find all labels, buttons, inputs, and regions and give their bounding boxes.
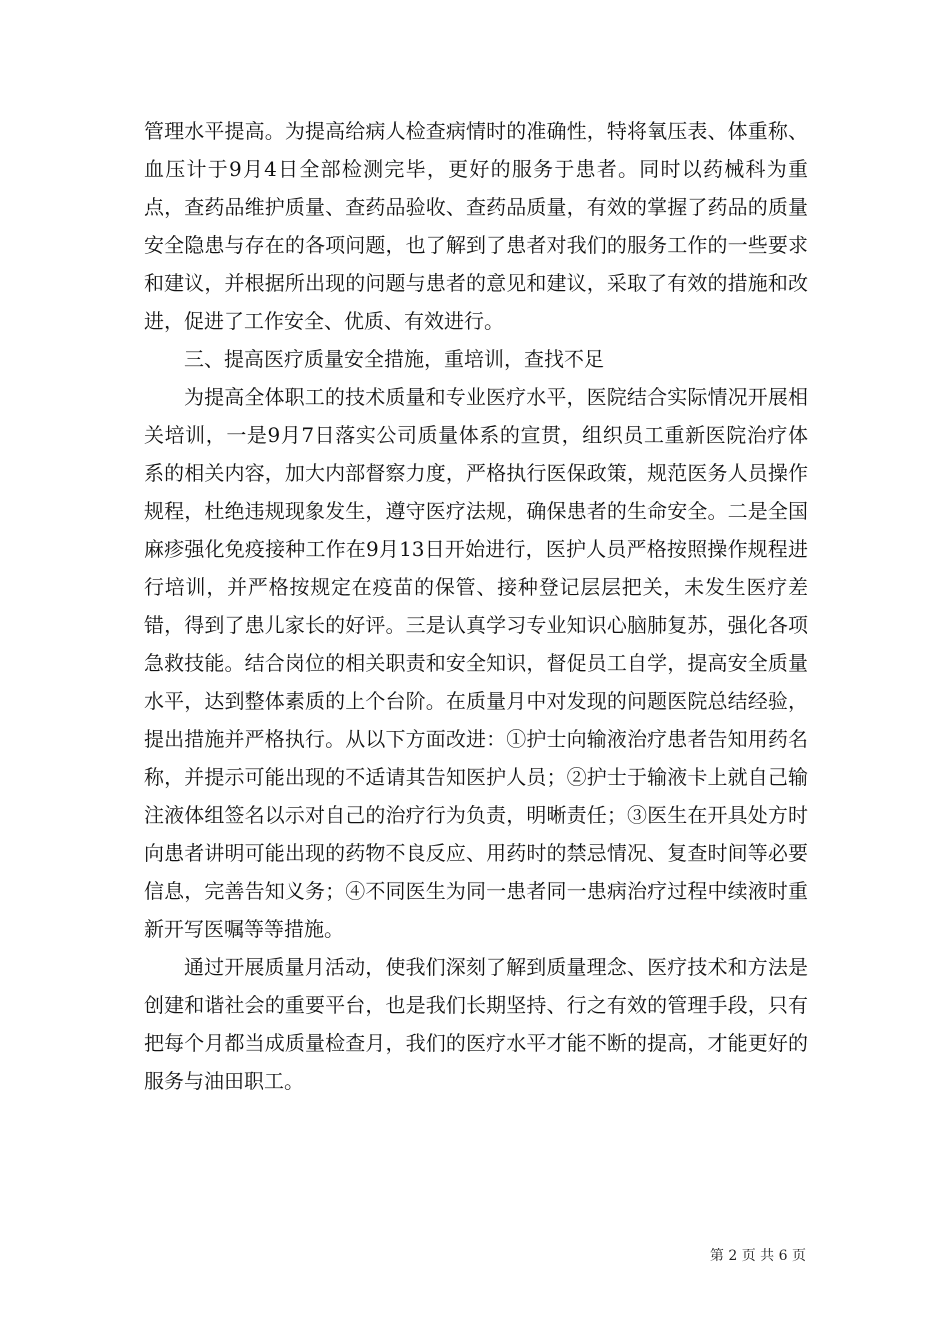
section-heading: 三、提高医疗质量安全措施，重培训，查找不足	[184, 347, 604, 371]
document-body	[144, 112, 808, 1100]
paragraph-training: 为提高全体职工的技术质量和专业医疗水平，医院结合实际情况开展相关培训，一是9月7日落实公司质量体系的宣贯，组织员工重新医院治疗体系的相关内容，加大内部督察力度，严格执行医保政策，规范医务人员操作规程，杜绝违规现象发生，遵守医疗法规，确保患者的生命安全。二是全国麻疹强化免疫接种工作在9月13日开始进行，医护人员严格按照操作规程进行培训，并严格按规定在疫苗的保管、接种登记层层把关，未发生医疗差错，得到了患儿家长的好评。三是认真学习专业知识心脑肺复苏，强化各项急救技能。结合岗位的相关职责和安全知识，督促员工自学，提高安全质量水平，达到整体素质的上个台阶。在质量月中对发现的问题医院总结经验，提出措施并严格执行。从以下方面改进：①护士向输液治疗患者告知用药名称，并提示可能出现的不适请其告知医护人员；②护士于输液卡上就自己输注液体组签名以示对自己的治疗行为负责，明晰责任；③医生在开具处方时向患者讲明可能出现的药物不良反应、用药时的禁忌情况、复查时间等必要信息，完善告知义务；④不同医生为同一患者同一患病治疗过程中续液时重新开写医嘱等等措施。	[144, 385, 808, 941]
paragraph-conclusion: 通过开展质量月活动，使我们深刻了解到质量理念、医疗技术和方法是创建和谐社会的重要平台，也是我们长期坚持、行之有效的管理手段，只有把每个月都当成质量检查月，我们的医疗水平才能不断的提高，才能更好的服务与油田职工。	[144, 955, 808, 1093]
paragraph-continuation: 管理水平提高。为提高给病人检查病情时的准确性，特将氧压表、体重称、血压计于9月4日全部检测完毕，更好的服务于患者。同时以药械科为重点，查药品维护质量、查药品验收、查药品质量，有效的掌握了药品的质量安全隐患与存在的各项问题，也了解到了患者对我们的服务工作的一些要求和建议，并根据所出现的问题与患者的意见和建议，采取了有效的措施和改进，促进了工作安全、优质、有效进行。	[144, 119, 808, 333]
page-number-footer: 第 2 页 共 6 页	[709, 1248, 806, 1264]
